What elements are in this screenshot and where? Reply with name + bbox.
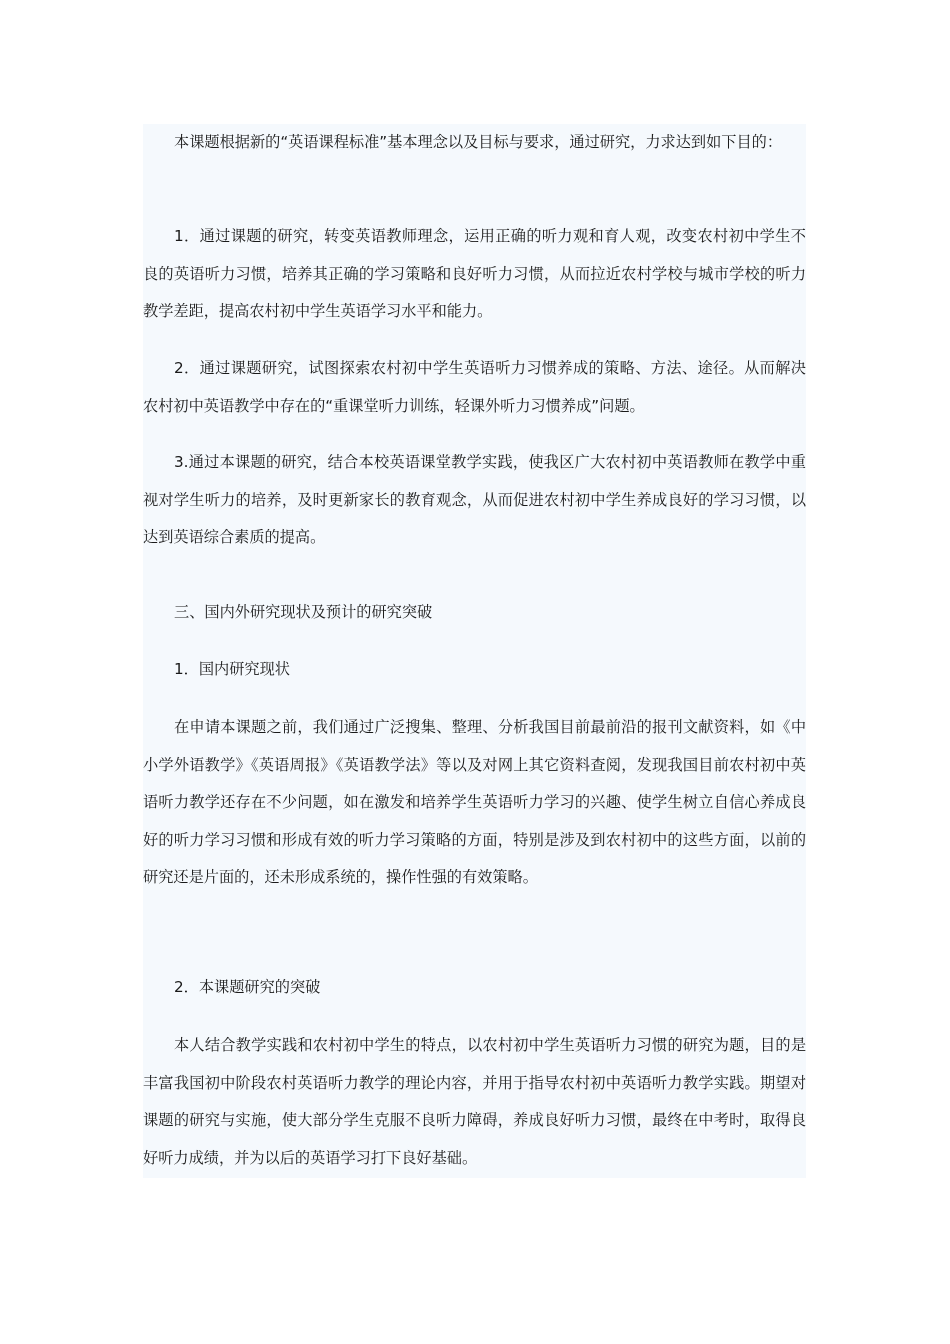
domestic-status-paragraph: 在申请本课题之前，我们通过广泛搜集、整理、分析我国目前最前沿的报刊文献资料，如《中小学外语教学》《英语周报》《英语教学法》等以及对网上其它资料查阅，发现我国目前农村初中英语听力教学还存在不少问题，如在激发和培养学生英语听力学习的兴趣、使学生树立自信心养成良好的听力学习习惯和形成有效的听力学习策略的方面，特别是涉及到农村初中的这些方面，以前的研究还是片面的，还未形成系统的，操作性强的有效策略。 (143, 718, 806, 886)
document-text-block (143, 124, 806, 1178)
subsection-1-heading: 1．国内研究现状 (174, 660, 290, 678)
subsection-2-heading: 2．本课题研究的突破 (174, 978, 321, 996)
intro-paragraph: 本课题根据新的“英语课程标准”基本理念以及目标与要求，通过研究，力求达到如下目的： (174, 133, 783, 151)
goal-1-paragraph: 1．通过课题的研究，转变英语教师理念，运用正确的听力观和育人观，改变农村初中学生不良的英语听力习惯，培养其正确的学习策略和良好听力习惯，从而拉近农村学校与城市学校的听力教学差距，提高农村初中学生英语学习水平和能力。 (143, 227, 806, 320)
breakthrough-paragraph: 本人结合教学实践和农村初中学生的特点，以农村初中学生英语听力习惯的研究为题，目的是丰富我国初中阶段农村英语听力教学的理论内容，并用于指导农村初中英语听力教学实践。期望对课题的研究与实施，使大部分学生克服不良听力障碍，养成良好听力习惯，最终在中考时，取得良好听力成绩，并为以后的英语学习打下良好基础。 (143, 1036, 806, 1167)
goal-2-paragraph: 2．通过课题研究，试图探索农村初中学生英语听力习惯养成的策略、方法、途径。从而解决农村初中英语教学中存在的“重课堂听力训练，轻课外听力习惯养成”问题。 (143, 359, 806, 415)
goal-3-paragraph: 3.通过本课题的研究，结合本校英语课堂教学实践，使我区广大农村初中英语教师在教学中重视对学生听力的培养，及时更新家长的教育观念，从而促进农村初中学生养成良好的学习习惯，以达到英语综合素质的提高。 (143, 453, 806, 546)
section-3-heading: 三、国内外研究现状及预计的研究突破 (174, 603, 433, 621)
